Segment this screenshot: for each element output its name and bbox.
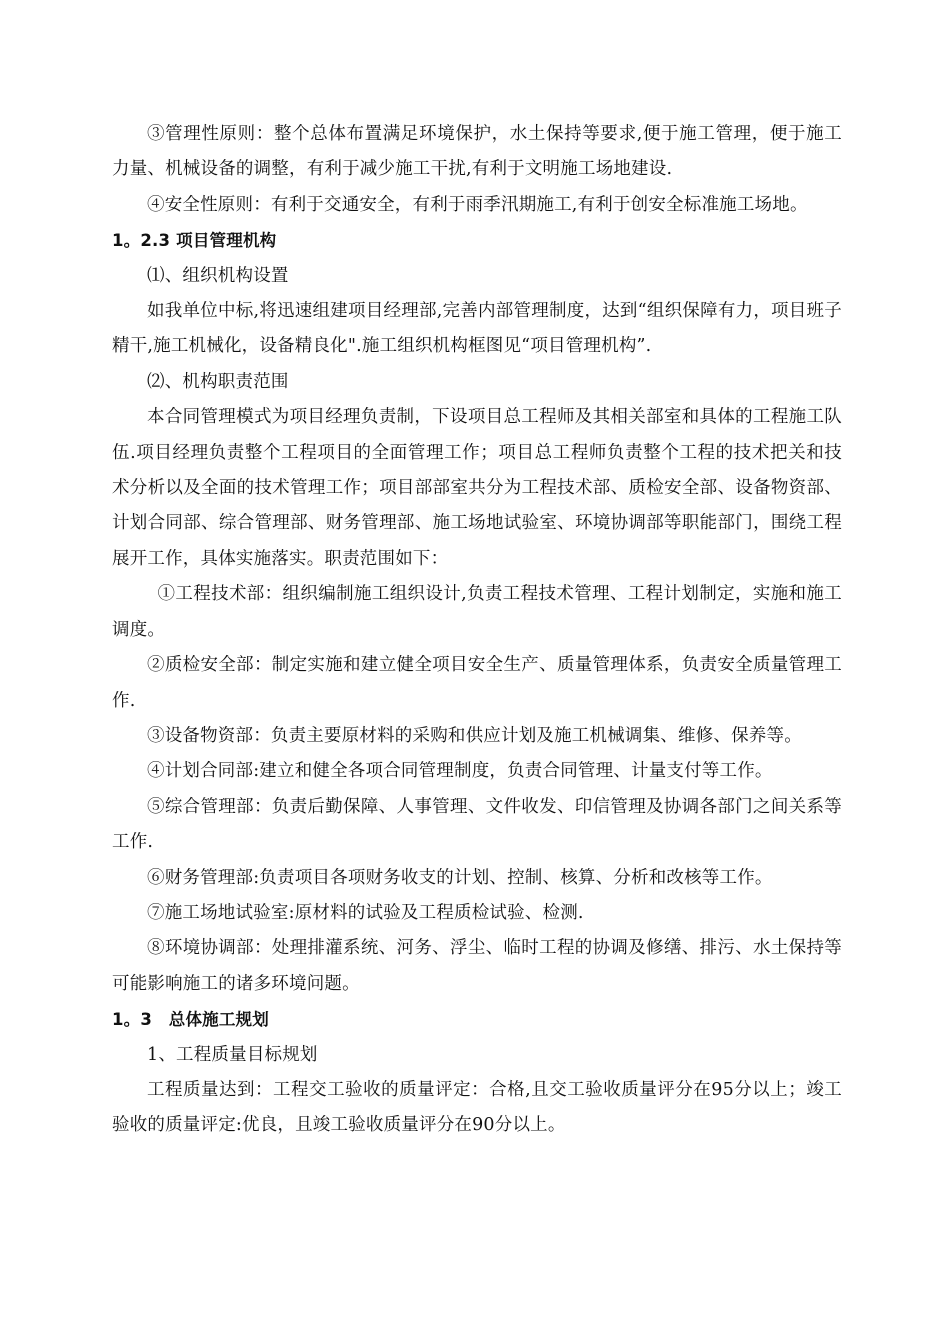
paragraph-quality-target: 工程质量达到：工程交工验收的质量评定：合格,且交工验收质量评分在95分以上；竣工验收的质量评定:优良，且竣工验收质量评分在90分以上。 [112, 1079, 842, 1136]
paragraph-engineering-dept: ①工程技术部：组织编制施工组织设计,负责工程技术管理、工程计划制定，实施和施工调度。 [112, 584, 842, 640]
document-body [112, 117, 842, 1144]
paragraph-responsibility-scope: 本合同管理模式为项目经理负责制，下设项目总工程师及其相关部室和具体的工程施工队伍.项目经理负责整个工程项目的全面管理工作；项目总工程师负责整个工程的技术把关和技术分析以及全面的技术管理工作；项目部部室共分为工程技术部、质检安全部、设备物资部、计划合同部、综合管理部、财务管理部、施工场地试验室、环境协调部等职能部门，围绕工程展开工作，具体实施落实。职责范围如下： [112, 407, 842, 569]
section-heading-project-management: 1。2.3 项目管理机构 [112, 231, 277, 251]
paragraph-organization-setup: 如我单位中标,将迅速组建项目经理部,完善内部管理制度，达到“组织保障有力，项目班子精干,施工机械化，设备精良化".施工组织机构框图见“项目管理机构”. [112, 301, 842, 357]
paragraph-lab: ⑦施工场地试验室:原材料的试验及工程质检试验、检测. [147, 902, 584, 923]
paragraph-environment-dept: ⑧环境协调部：处理排灌系统、河务、浮尘、临时工程的协调及修缮、排污、水土保持等可能影响施工的诸多环境问题。 [112, 938, 842, 994]
paragraph-contract-dept: ④计划合同部:建立和健全各项合同管理制度，负责合同管理、计量支付等工作。 [147, 761, 773, 782]
paragraph-safety-principle: ④安全性原则：有利于交通安全，有利于雨季汛期施工,有利于创安全标准施工场地。 [147, 194, 808, 215]
paragraph-equipment-dept: ③设备物资部：负责主要原材料的采购和供应计划及施工机械调集、维修、保养等。 [147, 725, 802, 746]
paragraph-management-principle: ③管理性原则：整个总体布置满足环境保护，水土保持等要求,便于施工管理，便于施工力量、机械设备的调整，有利于减少施工干扰,有利于文明施工场地建设. [112, 124, 842, 180]
section-heading-overall-planning: 1。3 总体施工规划 [112, 1010, 269, 1030]
paragraph-quality-safety-dept: ②质检安全部：制定实施和建立健全项目安全生产、质量管理体系，负责安全质量管理工作. [112, 655, 842, 711]
subheading-responsibility-scope: ⑵、机构职责范围 [147, 371, 289, 392]
paragraph-general-management-dept: ⑤综合管理部：负责后勤保障、人事管理、文件收发、印信管理及协调各部门之间关系等工作. [112, 796, 842, 853]
subheading-organization-setup: ⑴、组织机构设置 [147, 265, 289, 286]
paragraph-finance-dept: ⑥财务管理部:负责项目各项财务收支的计划、控制、核算、分析和改核等工作。 [147, 867, 773, 888]
subheading-quality-target: 1、工程质量目标规划 [147, 1044, 318, 1065]
